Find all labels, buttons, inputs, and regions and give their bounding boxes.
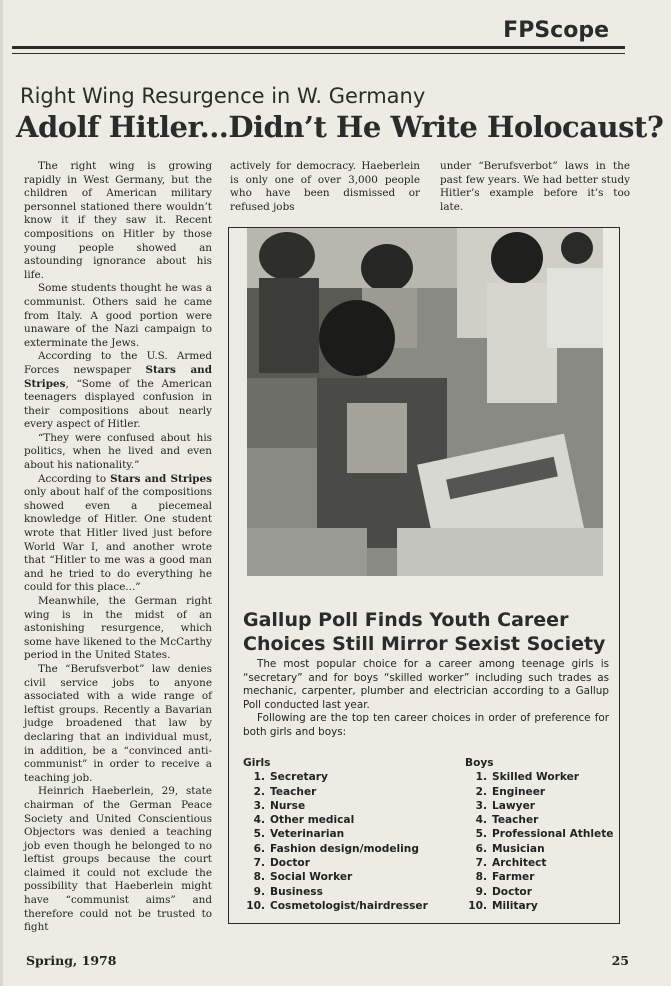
paragraph: According to Stars and Stripes only about half of the compositions showed even a piecemeal knowledge of Hitler. One student wrote that Hitler lived just before World War I, and another wrote that “Hitler to me was a good man and he tried to do everything he could for this place...” (24, 472, 212, 594)
girls-list (243, 756, 428, 913)
newspaper-name: Stars and Stripes (110, 472, 212, 485)
paragraph: The most popular choice for a career among teenage girls is “secretary” and for boys “skilled worker” including such trades as mechanic, carpenter, plumber and electrician according to a Gallup Poll conducted last year. (243, 658, 609, 711)
paragraph: According to the U.S. Armed Forces newspaper Stars and Stripes, “Some of the American teenagers displayed confusion in their compositions about nearly every aspect of Hitler. (24, 350, 212, 431)
list-item: 9. Doctor (475, 885, 532, 898)
list-item: 8. Farmer (475, 871, 535, 884)
list-item: 2. Teacher (253, 785, 317, 798)
list-heading: Girls (243, 757, 271, 769)
paragraph: Heinrich Haeberlein, 29, state chairman of the German Peace Society and United Conscientious Objectors was denied a teaching job even though he belonged to no leftist groups because the court claimed it could not exclude the possibility that Haeberlein might have “communist aims” and therefore could not be trusted to fight (24, 785, 212, 934)
boys-list (465, 756, 613, 913)
page-number: 25 (611, 953, 629, 968)
paragraph: “They were confused about his politics, when he lived and even about his nationality.” (24, 431, 212, 472)
paragraph: The right wing is growing rapidly in West Germany, but the children of American military personnel stationed there wouldn’t know it if they saw it. Recent compositions on Hitler by those young people showed an astounding ignorance about his life. (24, 160, 212, 281)
list-item: 1. Secretary (253, 771, 328, 784)
page-edge (0, 0, 3, 986)
list-item: 10. Cosmetologist/hairdresser (246, 899, 428, 912)
list-item: 4. Other medical (253, 814, 355, 827)
article-column-3: under “Berufsverbot” laws in the past few years. We had better study Hitler’s example before it’s too late. (440, 160, 630, 213)
paragraph: Meanwhile, the German right wing is in the midst of an astonishing resurgence, which some have likened to the McCarthy period in the United States. (24, 595, 212, 662)
list-item: 5. Veterinarian (253, 828, 345, 841)
list-item: 6. Fashion design/modeling (253, 842, 419, 855)
issue-date: Spring, 1978 (26, 953, 117, 968)
list-item: 4. Teacher (475, 814, 539, 827)
list-item: 6. Musician (475, 842, 545, 855)
list-item: 5. Professional Athlete (475, 828, 614, 841)
list-item: 9. Business (253, 885, 323, 898)
sidebar-title: Gallup Poll Finds Youth Career Choices Still Mirror Sexist Society (243, 609, 606, 655)
list-item: 2. Engineer (475, 785, 546, 798)
article-column-2: actively for democracy. Haeberlein is only one of over 3,000 people who have been dismissed or refused jobs (230, 160, 420, 213)
paragraph: Some students thought he was a communist. Others said he came from Italy. A good portion were unaware of the Nazi campaign to exterminate the Jews. (24, 282, 212, 349)
sidebar-body (243, 658, 609, 740)
article-kicker: Right Wing Resurgence in W. Germany (20, 84, 426, 108)
newspaper-name: Stars and Stripes (24, 363, 212, 390)
classroom-photo (247, 228, 603, 576)
list-item: 7. Doctor (253, 857, 310, 870)
article-headline: Adolf Hitler...Didn’t He Write Holocaust? (16, 110, 664, 144)
paragraph: Following are the top ten career choices in order of preference for both girls and boys: (243, 712, 609, 738)
header-rule (12, 46, 625, 49)
list-item: 3. Lawyer (475, 799, 536, 812)
list-item: 10. Military (468, 899, 538, 912)
section-brand: FPScope (503, 18, 609, 43)
header-rule-thin (12, 53, 625, 54)
list-item: 8. Social Worker (253, 871, 353, 884)
list-item: 7. Architect (475, 857, 547, 870)
list-item: 3. Nurse (253, 799, 306, 812)
paragraph: The “Berufsverbot” law denies civil service jobs to anyone associated with a wide range of leftist groups. Recently a Bavarian judge broadened that law by declaring that an individual must, in addition, be a “convinced anti-communist” in order to receive a teaching job. (24, 662, 212, 784)
list-item: 1. Skilled Worker (475, 771, 580, 784)
article-column-1 (24, 160, 212, 935)
sidebar-box (228, 227, 620, 924)
list-heading: Boys (465, 757, 494, 769)
